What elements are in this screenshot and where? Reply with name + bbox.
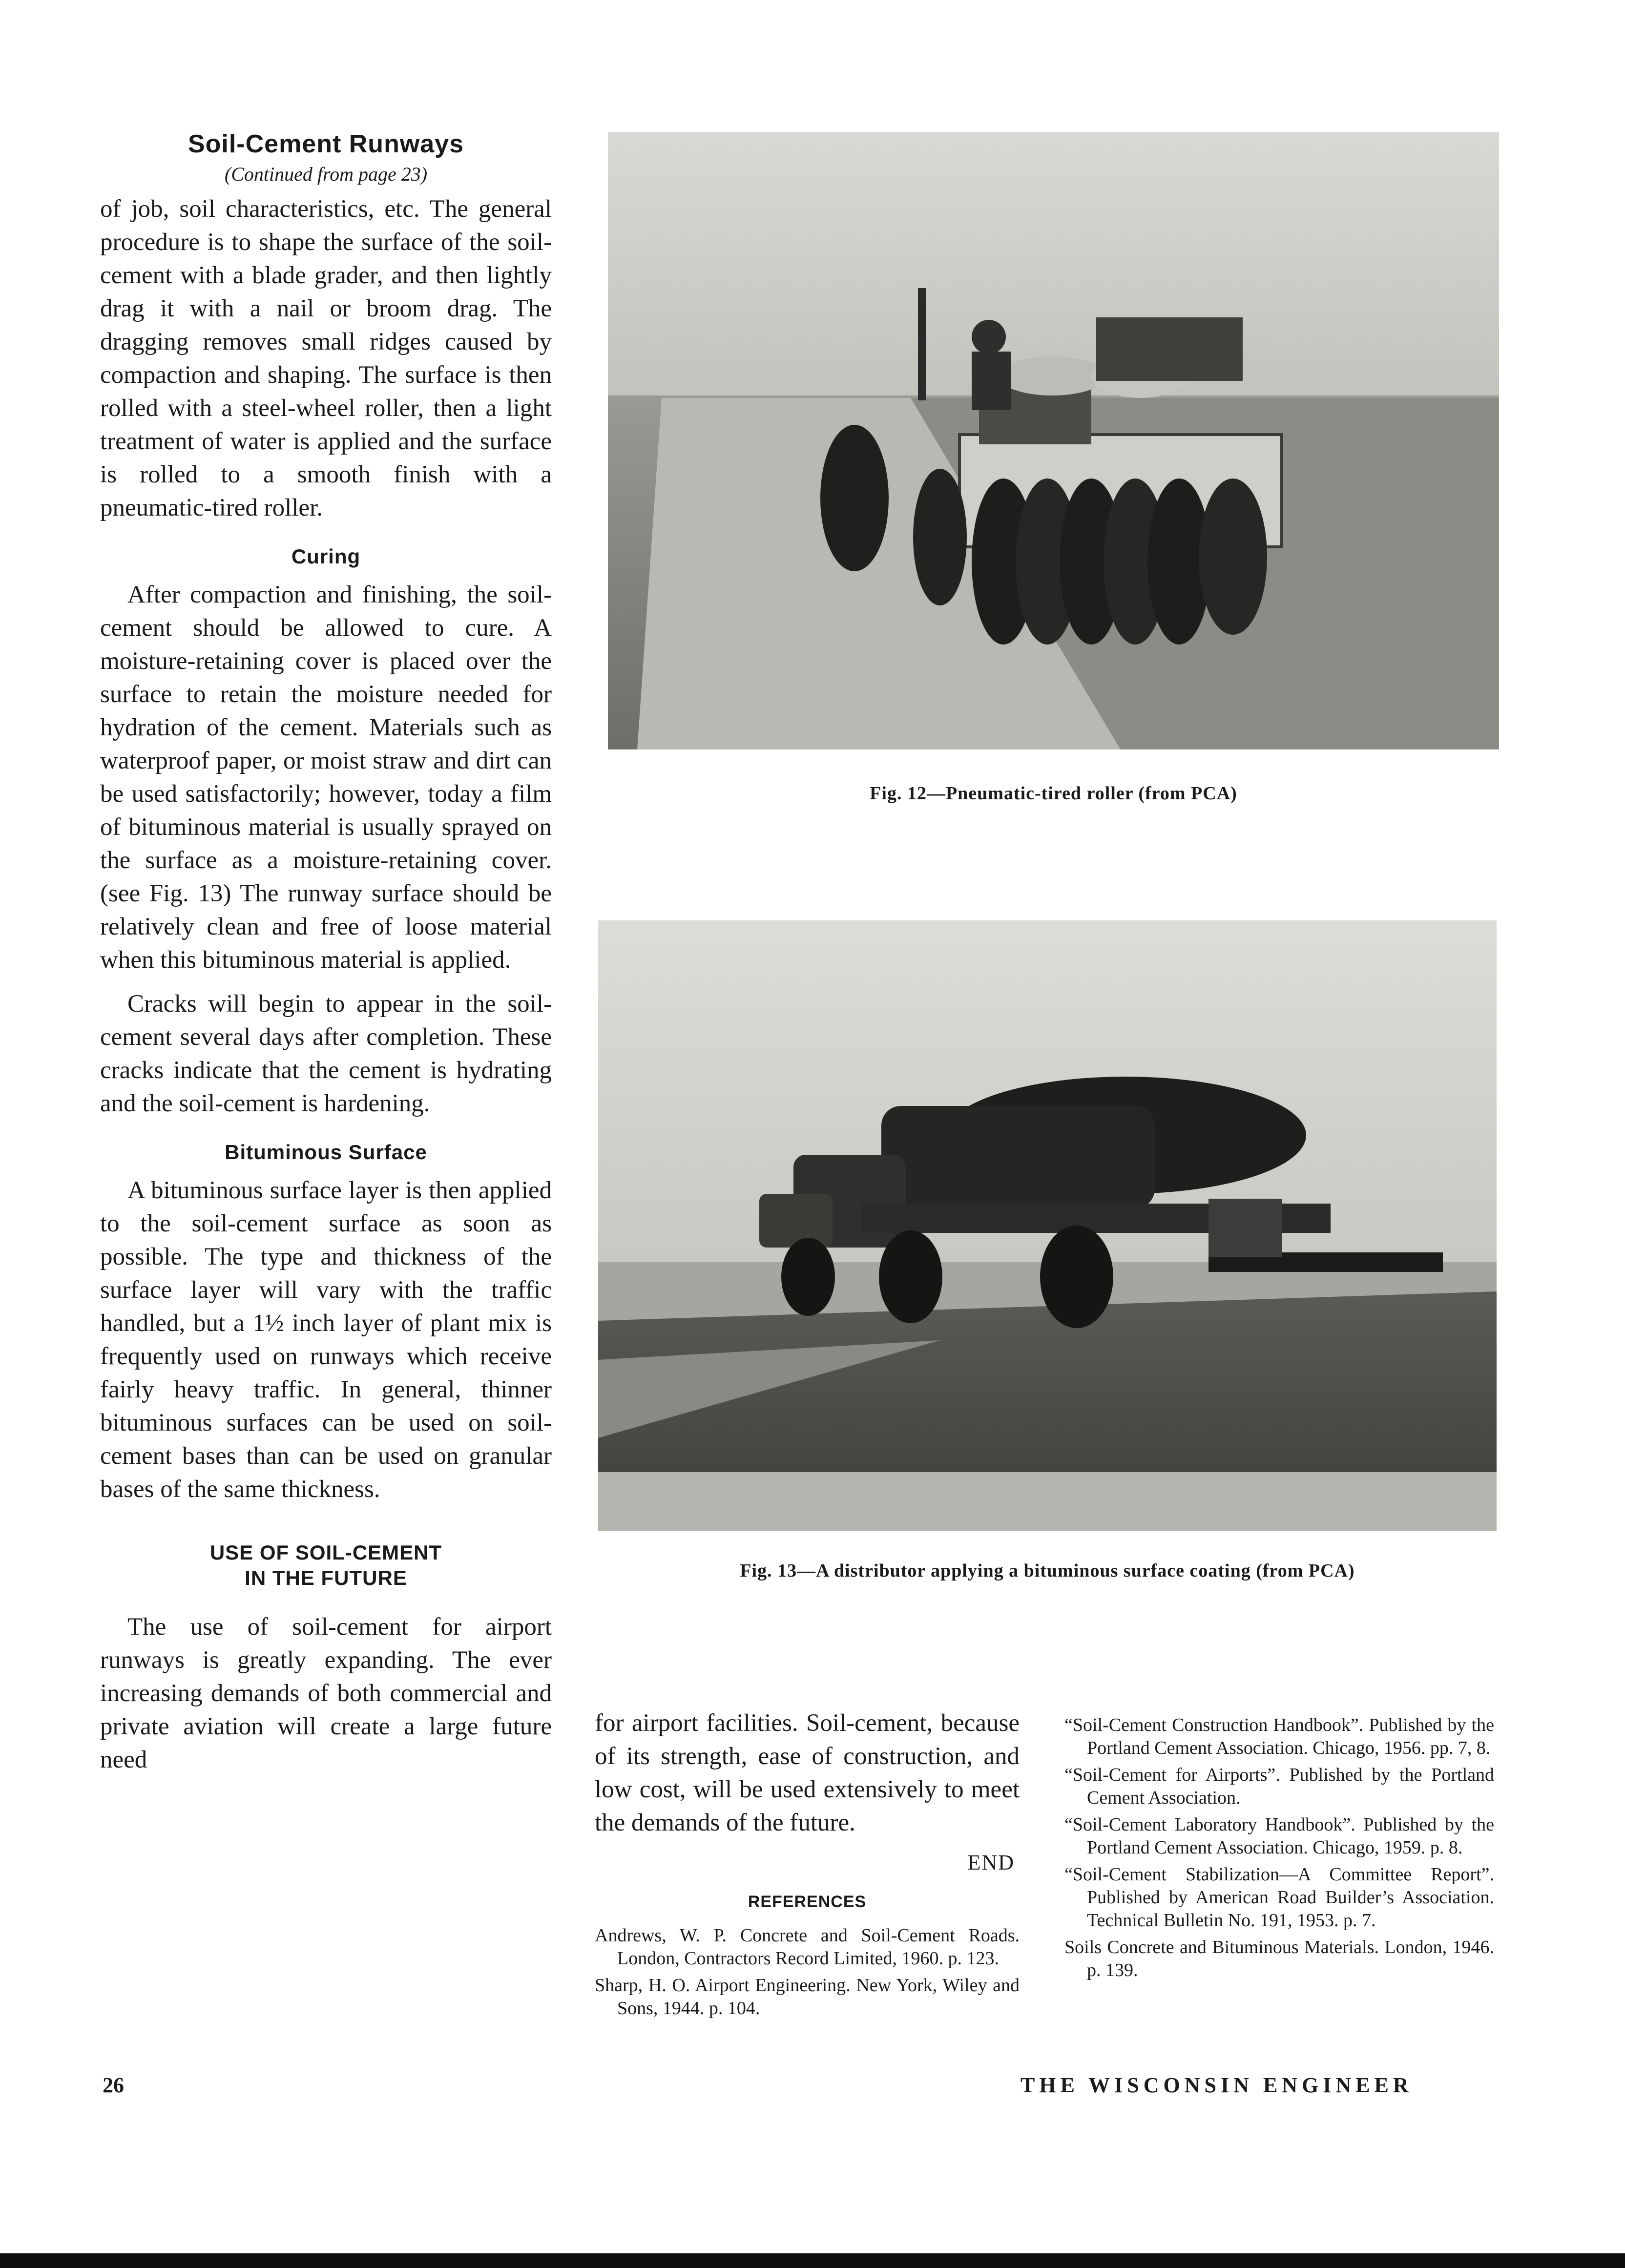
- reference-item: “Soil-Cement for Airports”. Published by the Portland Cement Association.: [1064, 1765, 1494, 1808]
- future-paragraph: The use of soil-cement for airport runways is greatly expanding. The ever increasing demands of both commercial and private aviation will create a large future need: [100, 1613, 552, 1773]
- figure-12-photo: [608, 132, 1499, 749]
- roller-photo-illustration: [608, 132, 1499, 749]
- reference-item: “Soil-Cement Laboratory Handbook”. Published by the Portland Cement Association. Chicago, 1959. p. 8.: [1064, 1814, 1494, 1858]
- page-number: 26: [103, 2073, 124, 2097]
- reference-item: Andrews, W. P. Concrete and Soil-Cement Roads. London, Contractors Record Limited, 1960. p. 123.: [595, 1925, 1020, 1969]
- article-title: Soil-Cement Runways: [188, 130, 464, 158]
- left-column: [100, 129, 552, 1787]
- magazine-name: THE WISCONSIN ENGINEER: [1021, 2073, 1413, 2097]
- figure-12-caption: Fig. 12—Pneumatic-tired roller (from PCA): [870, 783, 1237, 804]
- bituminous-paragraph: A bituminous surface layer is then applied to the soil-cement surface as soon as possible. The type and thickness of the surface layer will vary with the traffic handled, but a 1½ inch layer of plant mix is frequently used on runways which receive fairly heavy traffic. In general, thinner bituminous surfaces can be used on soil-cement bases than can be used on granular bases of the same thickness.: [100, 1177, 552, 1503]
- figure-13-photo: [598, 920, 1497, 1531]
- reference-item: “Soil-Cement Construction Handbook”. Published by the Portland Cement Association. Chicago, 1956. pp. 7, 8.: [1064, 1715, 1494, 1758]
- scan-edge-bar: [0, 2253, 1625, 2268]
- future-paragraph-continued: for airport facilities. Soil-cement, because of its strength, ease of construction, and low cost, will be used extensively to meet the demands of the future.: [595, 1709, 1020, 1836]
- references-list-right: [1064, 1714, 1494, 1986]
- reference-item: “Soil-Cement Stabilization—A Committee Report”. Published by American Road Builder’s Association. Technical Bulletin No. 191, 1953. p. 7.: [1064, 1864, 1494, 1931]
- reference-item: Soils Concrete and Bituminous Materials. London, 1946. p. 139.: [1064, 1937, 1494, 1980]
- figure-13-caption: Fig. 13—A distributor applying a bituminous surface coating (from PCA): [740, 1561, 1355, 1581]
- future-heading-line1: USE OF SOIL-CEMENT: [209, 1541, 442, 1564]
- curing-paragraph-1: After compaction and finishing, the soil-cement should be allowed to cure. A moisture-retaining cover is placed over the surface to retain the moisture needed for hydration of the cement. Materials such as waterproof paper, or moist straw and dirt can be used satisfactorily; however, today a film of bituminous material is usually sprayed on the surface as a moisture-retaining cover. (see Fig. 13) The runway surface should be relatively clean and free of loose material when this bituminous material is applied.: [100, 581, 552, 974]
- curing-paragraph-2: Cracks will begin to appear in the soil-cement several days after completion. These cracks indicate that the cement is hydrating and the soil-cement is hardening.: [100, 990, 552, 1117]
- bituminous-heading: Bituminous Surface: [225, 1141, 427, 1164]
- future-heading: [100, 1540, 552, 1591]
- references-list-left: [595, 1924, 1020, 2020]
- future-heading-line2: IN THE FUTURE: [245, 1566, 407, 1589]
- distributor-photo-illustration: [598, 920, 1497, 1531]
- continued-note: (Continued from page 23): [224, 163, 428, 185]
- middle-column: [595, 1706, 1020, 2024]
- reference-item: Sharp, H. O. Airport Engineering. New York, Wiley and Sons, 1944. p. 104.: [595, 1975, 1020, 2018]
- curing-heading: Curing: [291, 545, 361, 568]
- end-marker: END: [967, 1851, 1015, 1874]
- references-heading: REFERENCES: [748, 1893, 867, 1911]
- intro-paragraph: of job, soil characteristics, etc. The general procedure is to shape the surface of the soil-cement with a blade grader, and then lightly drag it with a nail or broom drag. The dragging removes small ridges caused by compaction and shaping. The surface is then rolled with a steel-wheel roller, then a light treatment of water is applied and the surface is rolled to a smooth finish with a pneumatic-tired roller.: [100, 195, 552, 521]
